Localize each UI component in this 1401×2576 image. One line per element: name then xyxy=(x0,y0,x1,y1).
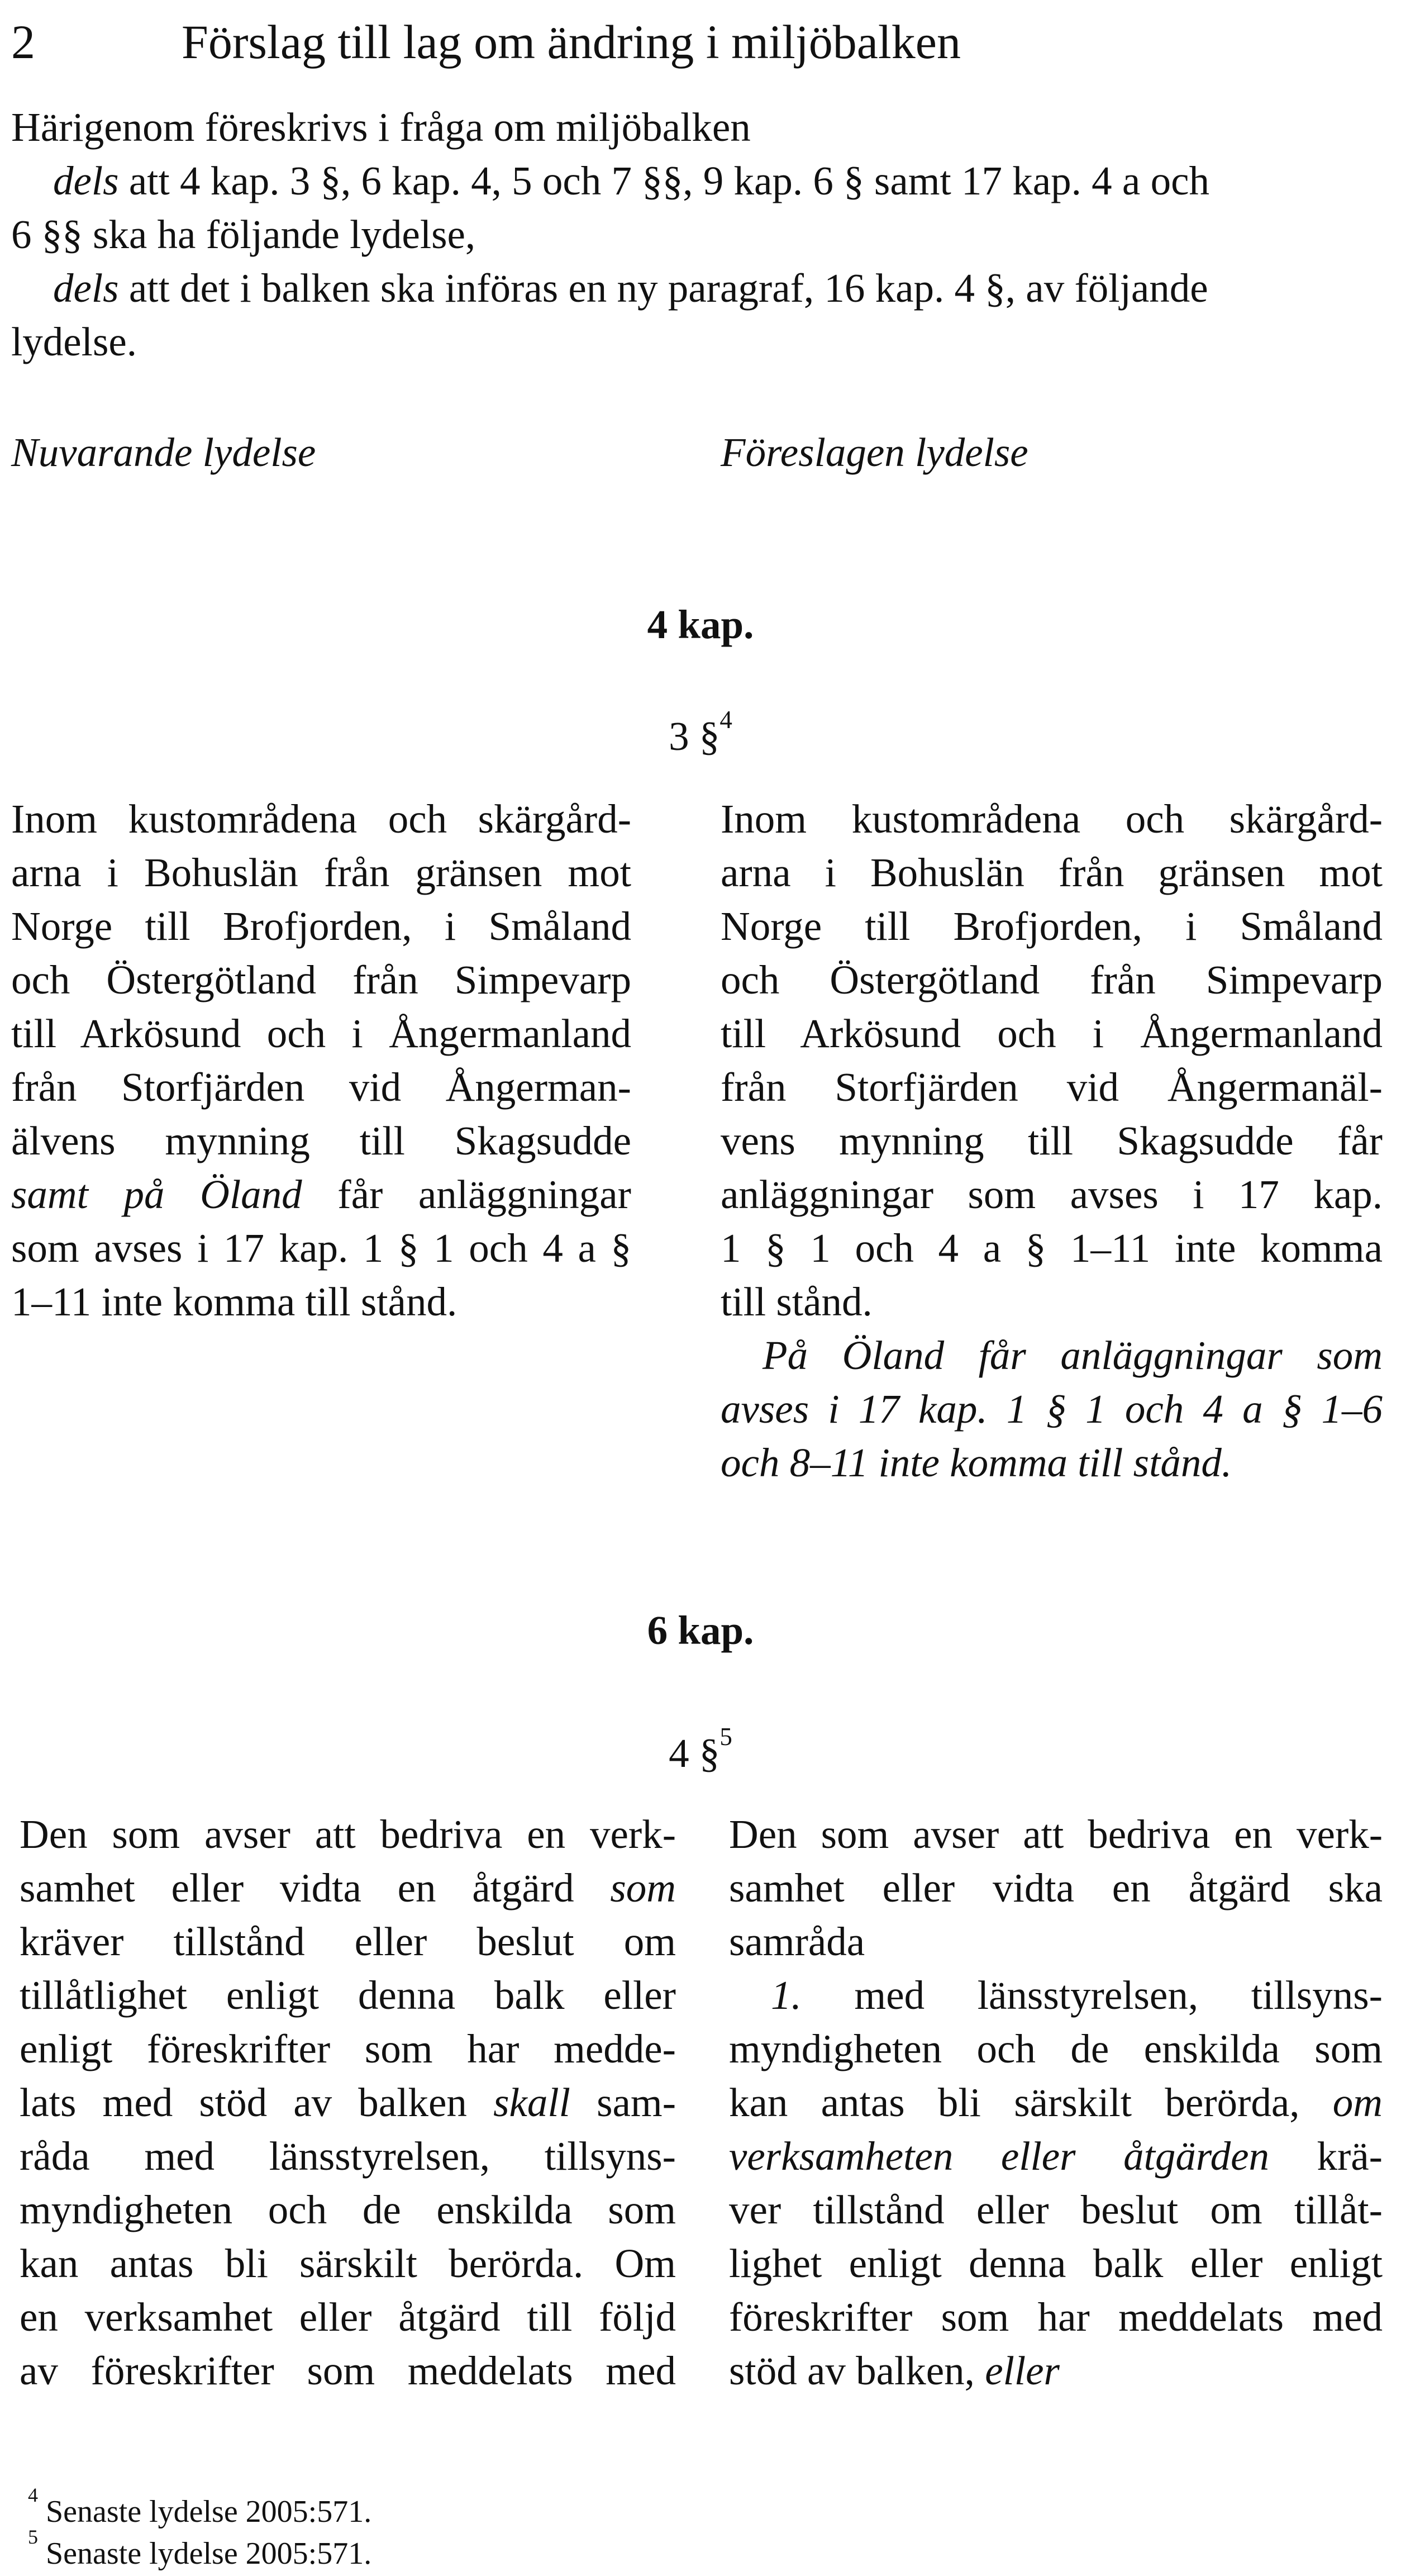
footnote-text: Senaste lydelse 2005:571. xyxy=(46,2494,372,2529)
emphasis: eller xyxy=(985,2348,1060,2393)
text-line: 1–11 inte komma till stånd. xyxy=(11,1279,458,1324)
text-line: samråda xyxy=(729,1919,865,1964)
footnote-number: 4 xyxy=(28,2484,38,2506)
footnote-4 xyxy=(28,2484,372,2534)
text-line: till stånd. xyxy=(721,1279,873,1324)
chapter4-proposed-text xyxy=(721,792,1383,1490)
text-line: och Östergötland från Simpevarp xyxy=(721,957,1383,1002)
text-line: arna i Bohuslän från gränsen mot xyxy=(11,850,631,895)
text-line: tillåtlighet enligt denna balk eller xyxy=(20,1973,676,2018)
text-line: arna i Bohuslän från gränsen mot xyxy=(721,850,1383,895)
text-line: Den som avser att bedriva en verk- xyxy=(729,1812,1383,1857)
text-line: ver tillstånd eller beslut om tillåt- xyxy=(729,2187,1383,2232)
dels-emphasis: dels xyxy=(53,158,119,203)
preamble-dels-2-cont: lydelse. xyxy=(11,319,137,364)
text-line: 1 § 1 och 4 a § 1–11 inte komma xyxy=(721,1225,1383,1271)
text: samhet eller vidta en åtgärd xyxy=(20,1865,611,1910)
preamble-dels-1-cont: 6 §§ ska ha följande lydelse, xyxy=(11,212,476,257)
text-line xyxy=(20,1861,676,1915)
text-line: vens mynning till Skagsudde får xyxy=(721,1118,1383,1163)
text: med länsstyrelsen, tillsyns- xyxy=(801,1973,1383,2018)
text-line-new: På Öland får anläggningar som xyxy=(763,1333,1383,1378)
text-line: lighet enligt denna balk eller enligt xyxy=(729,2241,1383,2286)
text: krä- xyxy=(1269,2133,1383,2179)
emphasis: om xyxy=(1332,2080,1383,2125)
footnote-text: Senaste lydelse 2005:571. xyxy=(46,2536,372,2571)
section-label: 4 § xyxy=(669,1731,720,1776)
text-line: myndigheten och de enskilda som xyxy=(20,2187,676,2232)
section-heading-4-3 xyxy=(0,706,1401,763)
preamble-dels-1 xyxy=(53,154,1209,208)
text-line: samhet eller vidta en åtgärd ska xyxy=(729,1865,1383,1910)
text-line: som avses i 17 kap. 1 § 1 och 4 a § xyxy=(11,1225,631,1271)
chapter-heading-4: 4 kap. xyxy=(647,602,754,647)
text-line xyxy=(11,1168,631,1222)
text-line: en verksamhet eller åtgärd till följd xyxy=(20,2294,676,2340)
text-line-new: och 8–11 inte komma till stånd. xyxy=(721,1440,1232,1485)
text-line: till Arkösund och i Ångermanland xyxy=(11,1011,631,1056)
text-line: Norge till Brofjorden, i Småland xyxy=(721,904,1383,949)
footnote-ref: 4 xyxy=(719,706,732,734)
emphasis: samt på Öland xyxy=(11,1172,302,1217)
dels-emphasis: dels xyxy=(53,265,119,311)
emphasis: som xyxy=(610,1865,676,1910)
text-line xyxy=(729,1969,1383,2022)
text-line xyxy=(729,2076,1383,2130)
list-number: 1. xyxy=(771,1973,802,2018)
text-line: och Östergötland från Simpevarp xyxy=(11,957,631,1002)
text-line: älvens mynning till Skagsudde xyxy=(11,1118,631,1163)
chapter6-current-text xyxy=(20,1808,676,2398)
chapter-heading-6: 6 kap. xyxy=(647,1608,754,1653)
text: sam- xyxy=(570,2080,676,2125)
text-line xyxy=(729,2130,1383,2183)
column-header-current: Nuvarande lydelse xyxy=(11,430,316,475)
text-line xyxy=(20,2076,676,2130)
chapter6-proposed-text xyxy=(729,1808,1383,2398)
footnote-ref: 5 xyxy=(719,1723,732,1751)
section-label: 3 § xyxy=(669,714,720,759)
text: lats med stöd av balken xyxy=(20,2080,494,2125)
text-line: kan antas bli särskilt berörda. Om xyxy=(20,2241,676,2286)
preamble-dels-2 xyxy=(53,262,1208,315)
text-line xyxy=(729,2344,1383,2398)
text-line: Den som avser att bedriva en verk- xyxy=(20,1812,676,1857)
footnote-number: 5 xyxy=(28,2526,38,2548)
text-line: föreskrifter som har meddelats med xyxy=(729,2294,1383,2340)
text: kan antas bli särskilt berörda, xyxy=(729,2080,1333,2125)
text-line: Inom kustområdena och skärgård- xyxy=(11,796,631,842)
text-line: råda med länsstyrelsen, tillsyns- xyxy=(20,2133,676,2179)
text-line: enligt föreskrifter som har medde- xyxy=(20,2026,676,2071)
text-line: anläggningar som avses i 17 kap. xyxy=(721,1172,1383,1217)
text-line: myndigheten och de enskilda som xyxy=(729,2026,1383,2071)
footnote-5 xyxy=(28,2526,372,2576)
text-line: Inom kustområdena och skärgård- xyxy=(721,796,1383,842)
section-heading-6-4 xyxy=(0,1723,1401,1780)
emphasis: verksamheten eller åtgärden xyxy=(729,2133,1269,2179)
emphasis: skall xyxy=(493,2080,570,2125)
page-title: Förslag till lag om ändring i miljöbalken xyxy=(182,15,961,69)
text-line: kräver tillstånd eller beslut om xyxy=(20,1919,676,1964)
dels-text: att 4 kap. 3 §, 6 kap. 4, 5 och 7 §§, 9 kap. 6 § samt 17 kap. 4 a och xyxy=(118,158,1209,203)
text-line: från Storfjärden vid Ångermanäl- xyxy=(721,1064,1383,1110)
text: stöd av balken, xyxy=(729,2348,985,2393)
text-line: till Arkösund och i Ångermanland xyxy=(721,1011,1383,1056)
text: får anläggningar xyxy=(302,1172,631,1217)
text-line-new: avses i 17 kap. 1 § 1 och 4 a § 1–6 xyxy=(721,1386,1383,1432)
page-number: 2 xyxy=(11,15,35,69)
text-line: Norge till Brofjorden, i Småland xyxy=(11,904,631,949)
preamble-intro: Härigenom föreskrivs i fråga om miljöbalken xyxy=(11,104,751,150)
dels-text: att det i balken ska införas en ny paragraf, 16 kap. 4 §, av följande xyxy=(118,265,1208,311)
text-line: från Storfjärden vid Ångerman- xyxy=(11,1064,631,1110)
text-line: av föreskrifter som meddelats med xyxy=(20,2348,676,2393)
chapter4-current-text xyxy=(11,792,631,1329)
column-header-proposed: Föreslagen lydelse xyxy=(721,430,1028,475)
